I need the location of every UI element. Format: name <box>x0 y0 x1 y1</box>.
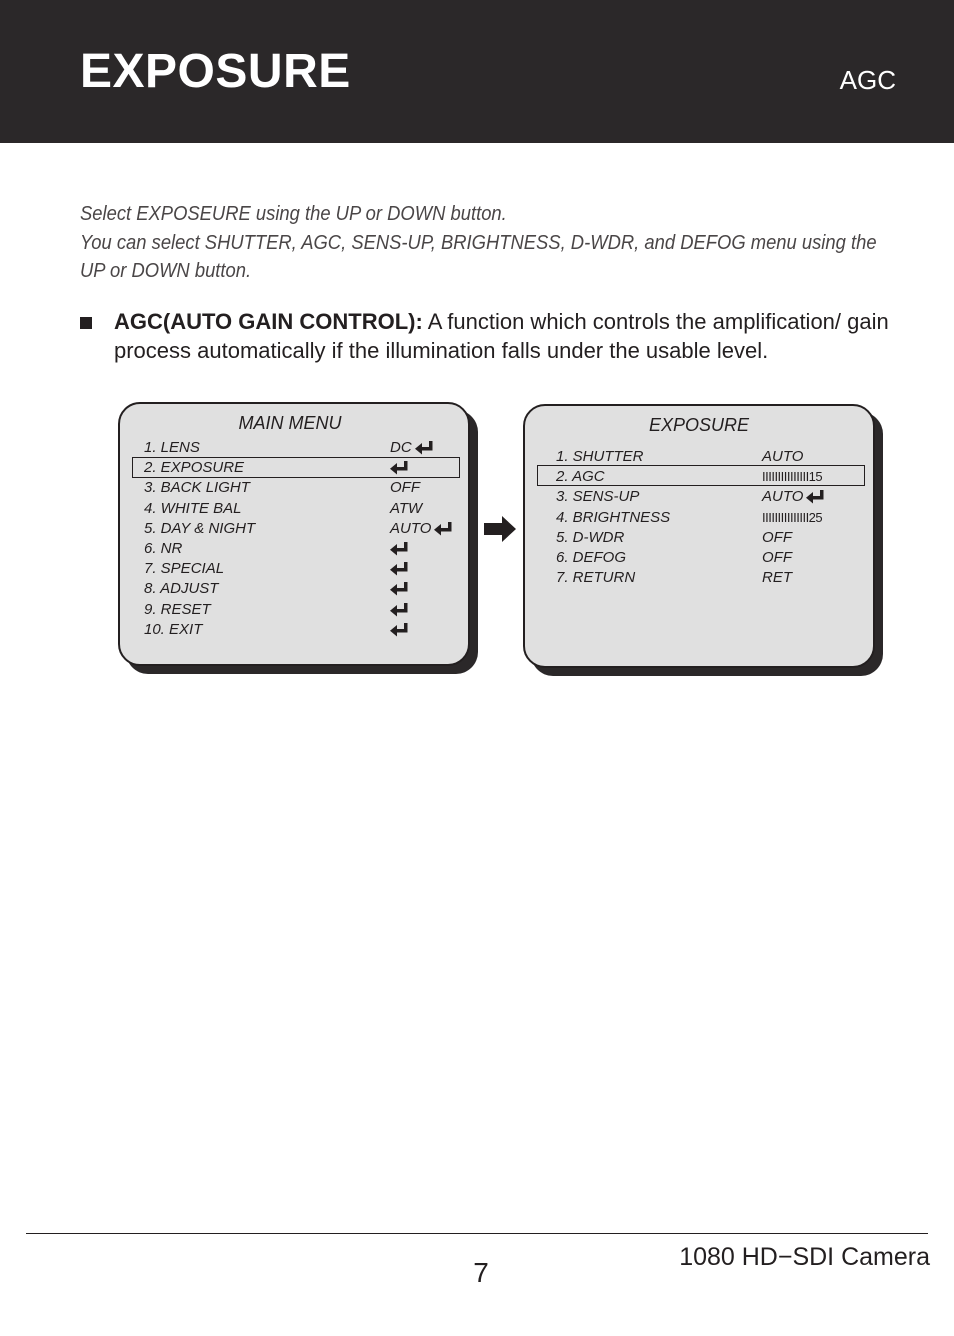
menu-item-label: 1. LENS <box>144 439 200 456</box>
enter-arrow-icon <box>390 542 408 556</box>
menu-item <box>556 508 856 528</box>
agc-description: A function which controls the amplification/ gain process automatically if the illumination falls under the usable level. <box>114 309 889 363</box>
page-header <box>0 0 954 143</box>
menu-item-value: AUTO <box>762 488 804 506</box>
menu-item <box>556 528 856 548</box>
menu-item-label: 1. SHUTTER <box>556 448 644 465</box>
menu-item-label: 3. BACK LIGHT <box>144 479 250 497</box>
menu-item <box>144 438 444 458</box>
enter-arrow-icon <box>390 603 408 617</box>
menu-item-value: OFF <box>390 479 420 497</box>
enter-arrow-icon <box>390 562 408 576</box>
menu-item <box>144 600 444 620</box>
menu-item <box>144 620 444 640</box>
section-label: AGC <box>839 65 896 95</box>
page-title: EXPOSURE <box>80 45 351 98</box>
menu-item-label: 5. D-WDR <box>556 528 625 546</box>
product-name: 1080 HD−SDI Camera <box>679 1243 930 1271</box>
menu-item-value: IIIIIIIIIIIIIII15 <box>762 469 823 485</box>
agc-definition-text <box>114 307 904 365</box>
footer-divider <box>26 1233 928 1234</box>
menu-item-value: RET <box>762 569 792 587</box>
menu-item <box>144 458 444 478</box>
enter-arrow-icon <box>806 490 824 504</box>
main-menu-panel <box>118 402 470 666</box>
menu-item-value: OFF <box>762 549 792 566</box>
menu-item-value: DC <box>390 439 412 456</box>
agc-term: AGC(AUTO GAIN CONTROL): <box>114 309 423 334</box>
menu-item-label: 4. WHITE BAL <box>144 499 242 517</box>
menu-item <box>144 539 444 559</box>
menu-item-value: AUTO <box>762 448 804 465</box>
enter-arrow-icon <box>390 582 408 596</box>
main-menu-title: MAIN MENU <box>238 413 342 433</box>
menu-item-label: 6. NR <box>144 540 183 557</box>
square-bullet-icon <box>80 317 92 329</box>
menu-item-label: 7. SPECIAL <box>144 560 225 578</box>
enter-arrow-icon <box>390 461 408 475</box>
right-arrow-icon <box>484 516 516 542</box>
page-number: 7 <box>473 1257 489 1288</box>
menu-item-label: 3. SENS-UP <box>556 488 640 506</box>
menu-item <box>556 447 856 467</box>
menu-item-label: 2. AGC <box>556 468 605 486</box>
exposure-menu-panel <box>523 404 875 668</box>
enter-arrow-icon <box>434 522 452 536</box>
menu-item-label: 2. EXPOSURE <box>144 459 245 477</box>
menu-item-label: 8. ADJUST <box>144 580 219 598</box>
menu-item <box>556 487 856 507</box>
intro-line-2: You can select SHUTTER, AGC, SENS-UP, BRIGHTNESS, D-WDR, and DEFOG menu using the UP or DOWN button. <box>80 231 877 282</box>
menu-item-value: ATW <box>390 499 423 517</box>
menu-item <box>556 568 856 588</box>
menu-item-label: 4. BRIGHTNESS <box>556 508 671 526</box>
menu-item <box>556 467 856 487</box>
exposure-menu-title: EXPOSURE <box>648 415 750 435</box>
menu-item-value: OFF <box>762 528 792 546</box>
menu-item <box>144 478 444 498</box>
menu-item-label: 7. RETURN <box>556 569 636 587</box>
intro-text <box>80 200 877 286</box>
menu-item <box>144 519 444 539</box>
menu-item-label: 9. RESET <box>144 600 211 618</box>
menu-item <box>144 559 444 579</box>
menu-item-value: IIIIIIIIIIIIIII25 <box>762 509 823 525</box>
menu-item-label: 6. DEFOG <box>556 549 627 566</box>
menu-item <box>144 579 444 599</box>
menu-item-label: 5. DAY & NIGHT <box>144 519 256 537</box>
enter-arrow-icon <box>415 441 433 455</box>
enter-arrow-icon <box>390 623 408 637</box>
intro-line-1: Select EXPOSEURE using the UP or DOWN button. <box>80 203 507 225</box>
menu-item-label: 10. EXIT <box>144 620 203 638</box>
menu-item <box>556 548 856 568</box>
menu-item-value: AUTO <box>390 519 432 537</box>
menu-item <box>144 499 444 519</box>
